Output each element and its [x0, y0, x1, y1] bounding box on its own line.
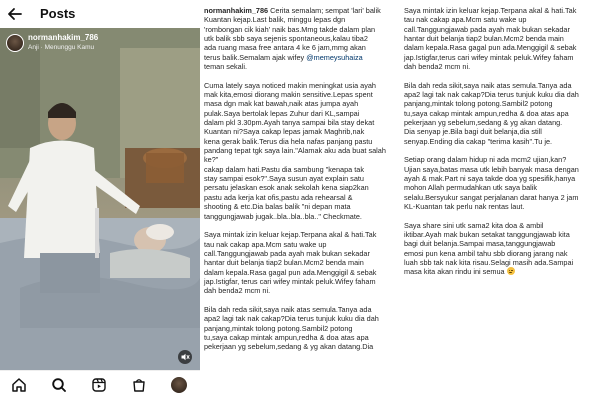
- profile-avatar-icon[interactable]: [171, 377, 187, 393]
- caption-paragraph: Setiap orang dalam hidup ni ada mcm2 ujian,kan? Ujian saya,batas masa utk lebih banyak masa dengan ayah & mak.Part ni saya takde doa yg spesifik,hanya mohon Allah permudahkan utk saya balik selalu.Bersyukur sangat perjalanan darat hanya 2 jam KL-Kuantan tak perlu nak rentas laut.: [404, 155, 579, 212]
- caption-paragraph: Bila dah reda sikit,saya naik atas semula.Tanya ada apa2 lagi tak nak cakap?Dia terus tunjuk kuku dia dah panjang,mintak tolong potong.Sambil2 potong tu,saya cakap mintak ampun,redha & doa atas apa pekerjaan yg sebelum,sedang & yg akan datang.Dia: [204, 304, 379, 352]
- caption-text: Cerita semalam; sempat 'lari' balik Kuantan kejap.Last balik, minggu lepas dgn 'rombongan cik kiah' naik bas.Mmg takde dalam plan utk balik sbb saya sejenis spontaneous,kalau tiba2 ada ruang masa free antara 4 ke 6 jam,mmg akan terus balik.Semalam ajak wifey: [204, 6, 381, 62]
- back-arrow-icon[interactable]: [6, 5, 24, 23]
- phone-view: [0, 0, 200, 400]
- caption-paragraph: Saya mintak izin keluar kejap.Terpana akal & hati.Tak tau nak cakap apa.Mcm satu wake up call.Tanggungjawab pada ayah mak bukan sekadar hantar duit belanja tiap2 bulan.Mcm2 benda main dalam kepala.Rasa gagal pun ada.Menggigil & sebak jap.Istigfar, terus cari wifey mintak peluk.Wifey faham dah benda2 mcm ni.: [204, 230, 377, 296]
- caption-text: Saya share sini utk sama2 kita doa & ambil iktibar.Ayah mak bukan setakat tanggungjawab kita bagi duit belanja.Sampai masa,tanggungjawab emosi pun kena ambil tahu sbb diorang jarang nak luah sbb tak nak kita risau.Selagi masih ada.Sampai masa kita akan rindu ini semua: [404, 220, 574, 277]
- caption-paragraph: Saya mintak izin keluar kejap.Terpana akal & hati.Tak tau nak cakap apa.Mcm satu wake up call.Tanggungjawab pada ayah mak bukan sekadar hantar duit belanja tiap2 bulan.Mcm2 benda main dalam kepala.Rasa gagal pun ada.Menggigil & sebak jap.Istigfar,terus cari wifey mintak peluk.Wifey faham dah benda2 mcm ni.: [404, 6, 577, 72]
- reels-icon[interactable]: [91, 377, 107, 393]
- caption-paragraph: [204, 6, 400, 71]
- music-label[interactable]: Anji · Menunggu Kamu: [28, 44, 95, 51]
- home-icon[interactable]: [11, 377, 27, 393]
- top-bar: [0, 0, 200, 28]
- video-frame: [0, 28, 200, 370]
- bottom-navigation: [0, 370, 200, 400]
- caption-text: teman sekali.: [204, 62, 247, 72]
- search-icon[interactable]: [51, 377, 67, 393]
- speaker-muted-glyph: [178, 350, 192, 364]
- post-username[interactable]: normanhakim_786: [28, 33, 99, 42]
- caption-paragraph: [404, 221, 598, 277]
- caption-paragraph: Cuma lately saya noticed makin meningkat usia ayah mak kita,emosi diorang makin sensitive.Lepas spent masa dgn mak kat bawah,naik atas jumpa ayah pulak.Saya bertolak lepas Zuhur dari KL,sampai dalam pkl 3.30pm.Ayah tanya sampai bila stay dekat Kuantan ni?Saya cakap lepas jamak Maghrib,nak kena gerak balik.Terus dia hela nafas panjang pastu pandang tepat tgk saya lain."Alamak aku ada buat salah ke?" cakap dalam hati.Pastu dia sambung "kenapa tak stay sampai esok?".Saya susun ayat explain satu persatu jelaskan esok anak sekolah kena siap2kan pastu ada kerja kat ofis,pastu ada rehearsal & shooting & etc.Dia balas balik "ni depan mata tanggungjawab jugak..bla..bla..bla.." Checkmate.: [204, 80, 386, 221]
- page-title: Posts: [40, 6, 76, 21]
- caption-column-1: [204, 6, 400, 361]
- avatar[interactable]: [6, 34, 24, 52]
- sad-face-emoji-icon: [507, 267, 515, 275]
- post-header: [0, 28, 200, 58]
- caption-column-2: [404, 6, 598, 286]
- speaker-muted-icon[interactable]: [178, 350, 192, 364]
- caption-username[interactable]: normanhakim_786: [204, 6, 269, 15]
- shop-bag-icon[interactable]: [131, 377, 147, 393]
- mention-link[interactable]: @memeysuhaiza: [306, 52, 363, 62]
- post-video[interactable]: [0, 28, 200, 370]
- caption-paragraph: Bila dah reda sikit,saya naik atas semula.Tanya ada apa2 lagi tak nak cakap?Dia terus tunjuk kuku dia dah panjang,mintak tolong potong.Sambil2 potong tu,saya cakap mintak ampun,redha & doa atas apa pekerjaan yg sebelum,sedang & yg akan datang. Dia senyap je.Bila bagi duit belanja,dia still senyap.Ending dia cakap "terima kasih".Tu je.: [404, 80, 579, 146]
